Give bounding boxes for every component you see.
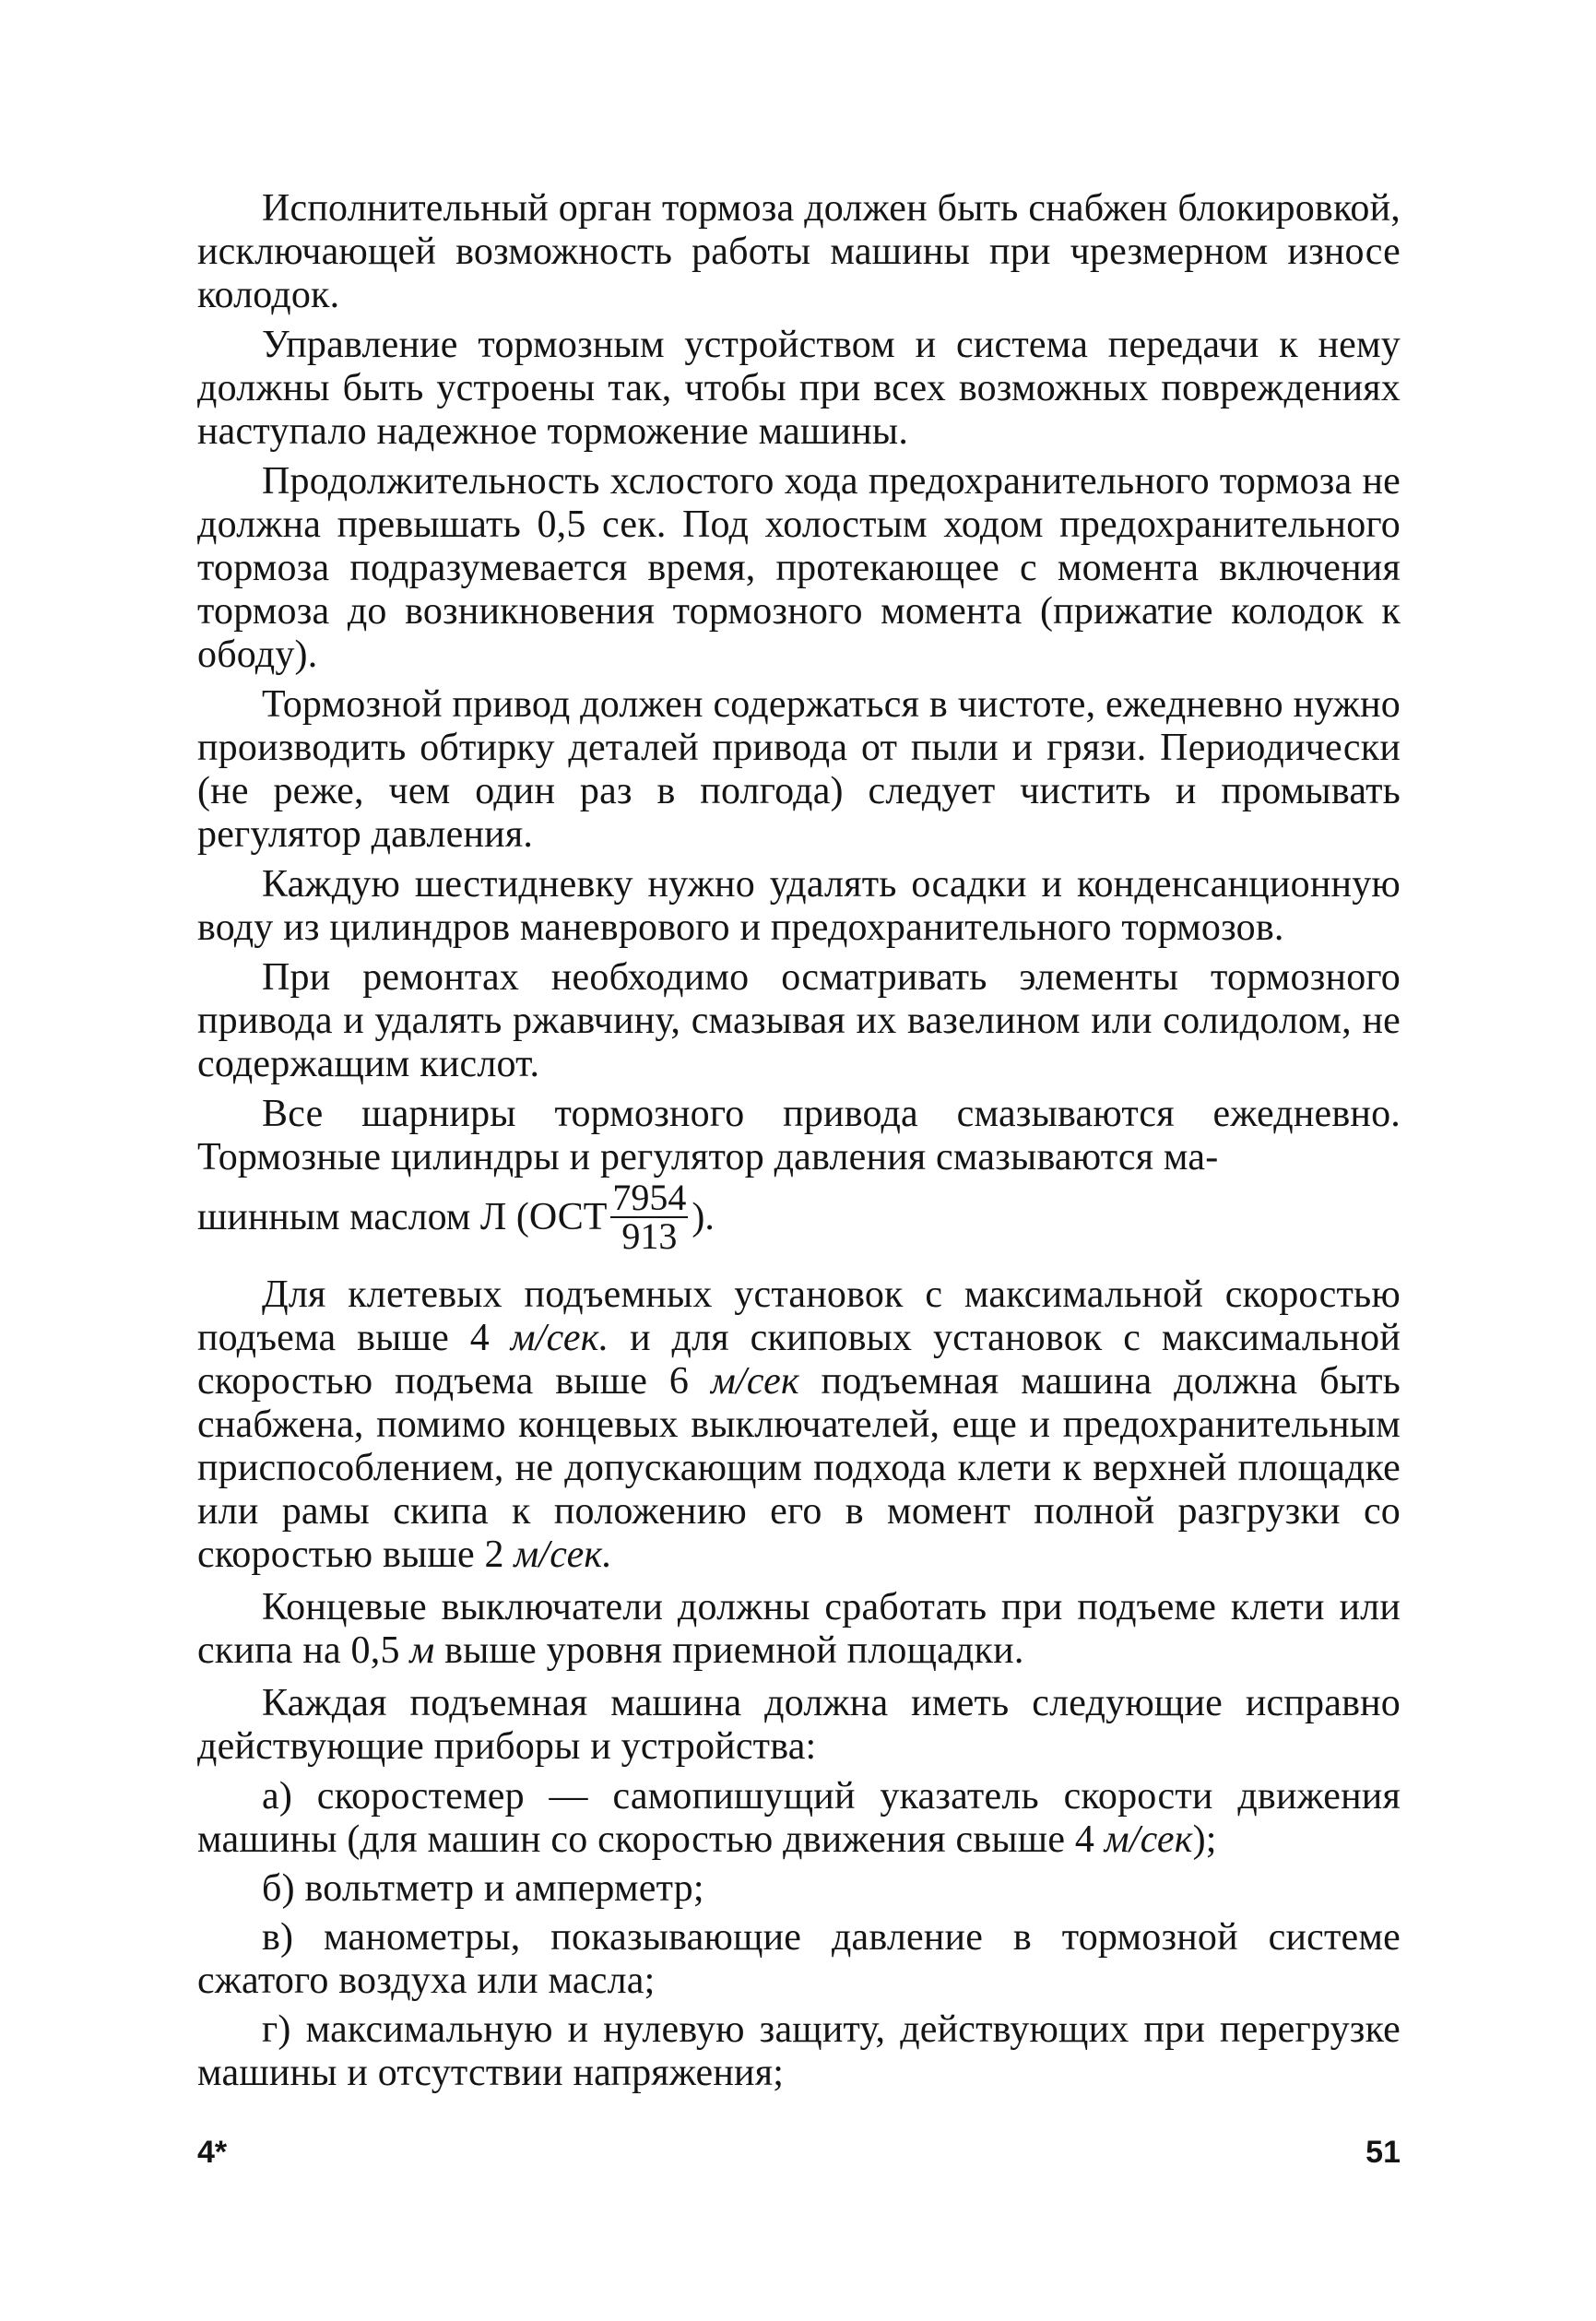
paragraph-lubrication: Все шарниры тормозного привода смазываются ежедневно. Тормозные цилиндры и регулятор давления смазываются ма- xyxy=(197,1093,1401,1178)
unit-mps: м/сек xyxy=(710,1360,799,1403)
unit-mps: м/сек. xyxy=(510,1317,609,1359)
paragraph-devices-intro: Каждая подъемная машина должна иметь следующие исправно действующие приборы и устройства: xyxy=(197,1682,1401,1768)
unit-mps: м/сек xyxy=(1104,1818,1193,1861)
paragraph-brake-blocking: Исполнительный орган тормоза должен быть снабжен блокировкой, исключающей возможность работы машины при чрезмерном износе колодок. xyxy=(197,187,1401,316)
list-item-manometers: в) манометры, показывающие давление в тормозной системе сжатого воздуха или масла; xyxy=(197,1916,1401,2002)
fraction-denominator: 913 xyxy=(621,1215,678,1257)
paragraph-speed-protection: Для клетевых подъемных установок с максимальной скоростью подъема выше 4 м/сек. и для скиповых установок с максимальной скоростью подъема выше 6 м/сек подъемная машина должна быть снабжена, помимо концевых выключателей, еще и предохранительным приспособлением, не допускающим подхода клети к верхней площадке или рамы скипа к положению его в момент полной разгрузки со скоростью выше 2 м/сек. xyxy=(197,1273,1401,1576)
lubrication-oil-line xyxy=(197,1179,1401,1255)
paragraph-brake-control: Управление тормозным устройством и система передачи к нему должны быть устроены так, чтобы при всех возможных повреждениях наступало надежное торможение машины. xyxy=(197,324,1401,453)
fraction-numerator: 7954 xyxy=(612,1177,687,1218)
list-item-protection: г) максимальную и нулевую защиту, действующих при перегрузке машины и отсутствии напряжения; xyxy=(197,2008,1401,2094)
paragraph-limit-switches: Концевые выключатели должны сработать при подъеме клети или скипа на 0,5 м выше уровня приемной площадки. xyxy=(197,1586,1401,1672)
page-footer xyxy=(197,2135,1401,2181)
unit-m: м xyxy=(409,1629,435,1672)
list-item-voltmeter: б) вольтметр и амперметр; xyxy=(262,1867,704,1910)
paragraph-drive-cleaning: Тормозной привод должен содержаться в чистоте, ежедневно нужно производить обтирку деталей привода от пыли и грязи. Периодически (не реже, чем один раз в полгода) следует чистить и промывать регулятор давления. xyxy=(197,683,1401,856)
body-text xyxy=(197,187,1401,2101)
oil-line-end: ). xyxy=(692,1195,715,1238)
paragraph-idle-travel: Продолжительность хслостого хода предохранительного тормоза не должна превышать 0,5 сек. Под холостым ходом предохранительного тормоза подразумевается время, протекающее с момента включения тормоза до возникновения тормозного момента (прижатие колодок к ободу). xyxy=(197,460,1401,676)
paragraph-repairs: При ремонтах необходимо осматривать элементы тормозного привода и удалять ржавчину, смазывая их вазелином или солидолом, не содержащим кислот. xyxy=(197,956,1401,1085)
ost-fraction xyxy=(610,1179,688,1255)
page-number: 51 xyxy=(1365,2135,1401,2170)
unit-mps: м/сек. xyxy=(514,1534,612,1576)
list-item-speedometer: а) скоростемер — самопишущий указатель скорости движения машины (для машин со скоростью движения свыше 4 м/сек); xyxy=(197,1775,1401,1861)
printer-signature-mark: 4* xyxy=(197,2135,228,2170)
paragraph-condensate: Каждую шестидневку нужно удалять осадки и конденсанционную воду из цилиндров маневрового и предохранительного тормозов. xyxy=(197,863,1401,949)
oil-line-start: шинным маслом Л (ОСТ xyxy=(197,1195,608,1238)
